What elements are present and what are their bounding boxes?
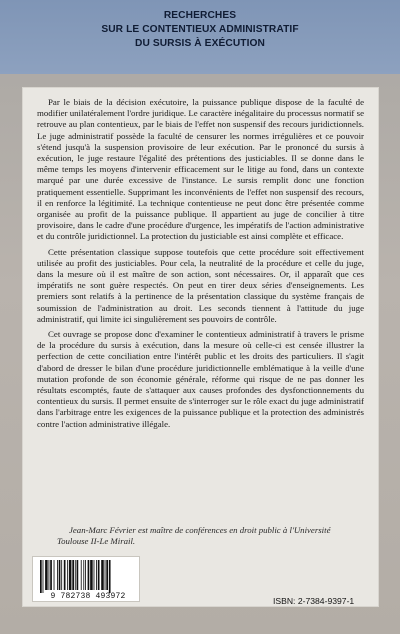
- barcode: [32, 556, 140, 602]
- isbn-number: ISBN: 2-7384-9397-1: [273, 596, 355, 606]
- title-line-2: SUR LE CONTENTIEUX ADMINISTRATIF: [101, 24, 299, 35]
- barcode-digits: 9 782738 493972: [50, 592, 126, 601]
- summary-paragraph-1: Par le biais de la décision exécutoire, la puissance publique dispose de la faculté de modifier unilatéralement l'ordre juridique. Le caractère inégalitaire du processus normatif se retrouve au plan contentieux, par le biais de l'effet non suspensif des recours juridictionnels. Le juge administratif possède la faculté de censurer les normes irrégulières et ce pouvoir s'étend jusqu'à la suspension provisoire de leur exécution. Par le prononcé du sursis à exécution, le juge restaure l'égalité des prétentions des justiciables. Il se donne dans le même temps les moyens d'intervenir efficacement sur le litige au fond, dans un contexte marqué par une durée excessive de l'instance. Le sursis remplit donc une fonction pratiquement essentielle. Supprimant les inconvénients de l'effet non suspensif des recours, il en renforce la légitimité. La technique contentieuse ne peut donc être présentée comme organisée au profit de la puissance publique. Il appartient au juge de concilier à titre provisoire, dans le cadre d'une procédure d'urgence, les impératifs de l'action administrative et du contrôle juridictionnel. La protection du justiciable est ainsi complète et efficace.: [37, 97, 364, 242]
- summary-paragraph-3: Cet ouvrage se propose donc d'examiner le contentieux administratif à travers le prisme de la procédure du sursis à exécution, dans la mesure où celle-ci est censée illustrer la perfection de cette conciliation entre l'intérêt public et les droits des particuliers. Il s'agit d'abord de dresser le bilan d'une procédure juridictionnelle emblématique à la veille d'une mutation profonde de son économie générale, réforme qui risque de ne pas donner les résultats escomptés, faute de s'attaquer aux causes profondes des dysfonctionnements du contentieux du sursis. Il permet ensuite de s'interroger sur le rôle exact du juge administratif dans l'arbitrage entre les exigences de la puissance publique et la protection des administrés contre l'action administrative illégale.: [37, 329, 364, 429]
- title-line-1: RECHERCHES: [163, 10, 237, 21]
- barcode-bars: [38, 560, 136, 593]
- summary-paragraph-2: Cette présentation classique suppose toutefois que cette procédure soit effectivement utilisée au profit des justiciables. Pour cela, la neutralité de la procédure et celle du juge, dans la mesure où il est maître de son action, sont nécessaires. Or, il apparaît que ces impératifs ne sont guère respectés. On peut en tirer deux séries d'enseignements. Les premiers sont relatifs à la pertinence de la présentation classique du système français de soumission de l'administration au droit. Les seconds tiennent à l'attitude du juge administratif, qui limite ici singulièrement ses pouvoirs de contrôle.: [37, 246, 364, 324]
- author-note: Jean-Marc Février est maître de conférences en droit public à l'Université Toulouse II-Le Mirail.: [57, 525, 331, 546]
- summary-text: [37, 97, 364, 434]
- title-line-3: DU SURSIS À EXÉCUTION: [134, 38, 266, 49]
- title-band: [0, 0, 400, 74]
- text-panel: [22, 87, 379, 607]
